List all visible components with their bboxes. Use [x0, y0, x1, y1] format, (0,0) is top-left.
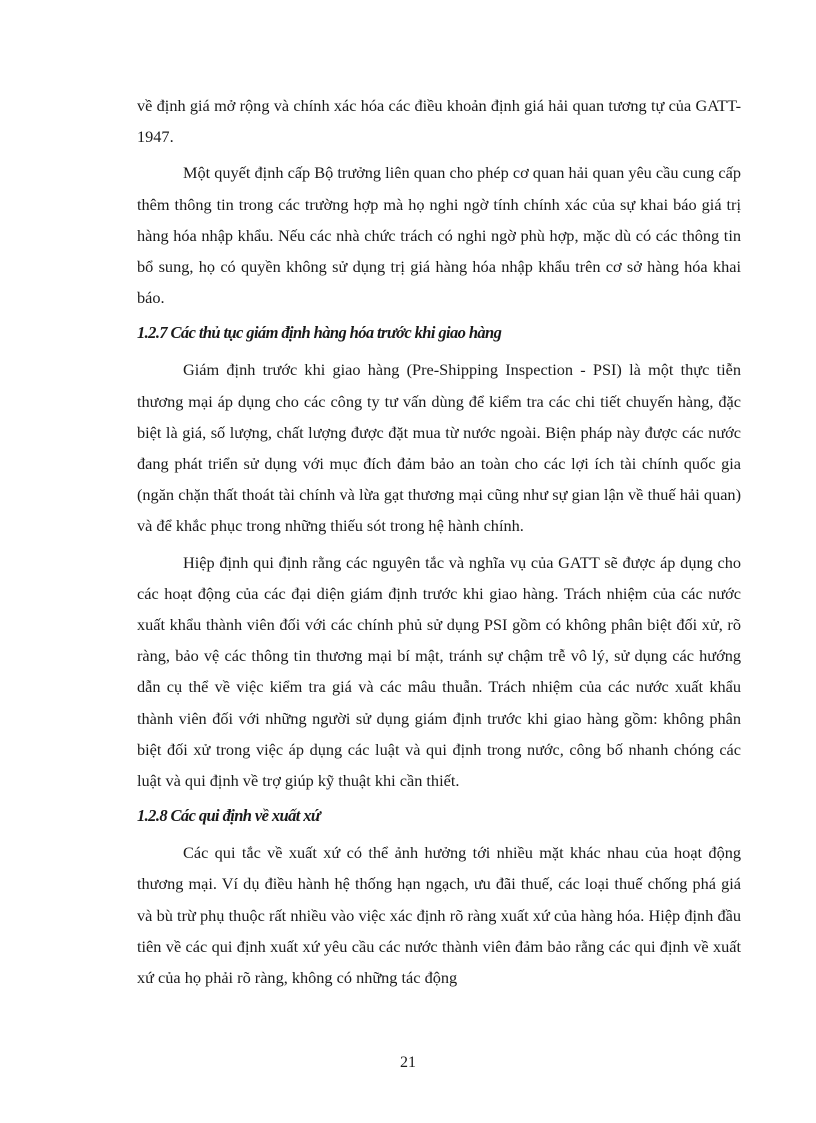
page-number: 21: [400, 1054, 416, 1071]
section-heading-1-2-8: 1.2.8 Các qui định về xuất xứ: [137, 806, 321, 826]
paragraph-continuation: về định giá mở rộng và chính xác hóa các điều khoản định giá hải quan tương tự của GATT- 1947.: [137, 96, 741, 147]
section-heading-1-2-7: 1.2.7 Các thủ tục giám định hàng hóa trước khi giao hàng: [137, 323, 502, 343]
paragraph-rules-of-origin: Các qui tắc về xuất xứ có thể ảnh hưởng tới nhiều mặt khác nhau của hoạt động thương mại. Ví dụ điều hành hệ thống hạn ngạch, ưu đãi thuế, các loại thuế chống phá giá và bù trừ phụ thuộc rất nhiều vào việc xác định rõ ràng xuất xứ của hàng hóa. Hiệp định đầu tiên về các qui định xuất xứ yêu cầu các nước thành viên đảm bảo rằng các qui định về xuất xứ của họ phải rõ ràng, không có những tác động: [137, 843, 741, 988]
paragraph-psi-agreement: Hiệp định qui định rằng các nguyên tắc và nghĩa vụ của GATT sẽ được áp dụng cho các hoạt động của các đại diện giám định trước khi giao hàng. Trách nhiệm của các nước xuất khẩu thành viên đối với các chính phủ sử dụng PSI gồm có không phân biệt đối xử, rõ ràng, bảo vệ các thông tin thương mại bí mật, tránh sự chậm trễ vô lý, sử dụng các hướng dẫn cụ thể về việc kiểm tra giá và các mâu thuẫn. Trách nhiệm của các nước xuất khẩu thành viên đối với những người sử dụng giám định trước khi giao hàng gồm: không phân biệt đối xử trong việc áp dụng các luật và qui định trong nước, công bố nhanh chóng các luật và qui định về trợ giúp kỹ thuật khi cần thiết.: [137, 552, 741, 791]
paragraph-ministerial-decision: Một quyết định cấp Bộ trưởng liên quan cho phép cơ quan hải quan yêu cầu cung cấp thêm thông tin trong các trường hợp mà họ nghi ngờ tính chính xác của sự khai báo giá trị hàng hóa nhập khẩu. Nếu các nhà chức trách có nghi ngờ phù hợp, mặc dù có các thông tin bổ sung, họ có quyền không sử dụng trị giá hàng hóa nhập khẩu trên cơ sở hàng hóa khai báo.: [137, 163, 741, 308]
paragraph-psi-definition: Giám định trước khi giao hàng (Pre-Shipping Inspection - PSI) là một thực tiễn thương mại áp dụng cho các công ty tư vấn dùng để kiểm tra các chi tiết chuyến hàng, đặc biệt là giá, số lượng, chất lượng được đặt mua từ nước ngoài. Biện pháp này được các nước đang phát triển sử dụng với mục đích đảm bảo an toàn cho các lợi ích tài chính quốc gia (ngăn chặn thất thoát tài chính và lừa gạt thương mại cũng như sự gian lận về thuế hải quan) và để khắc phục trong những thiếu sót trong hệ hành chính.: [137, 360, 741, 536]
page-body: [137, 90, 741, 998]
